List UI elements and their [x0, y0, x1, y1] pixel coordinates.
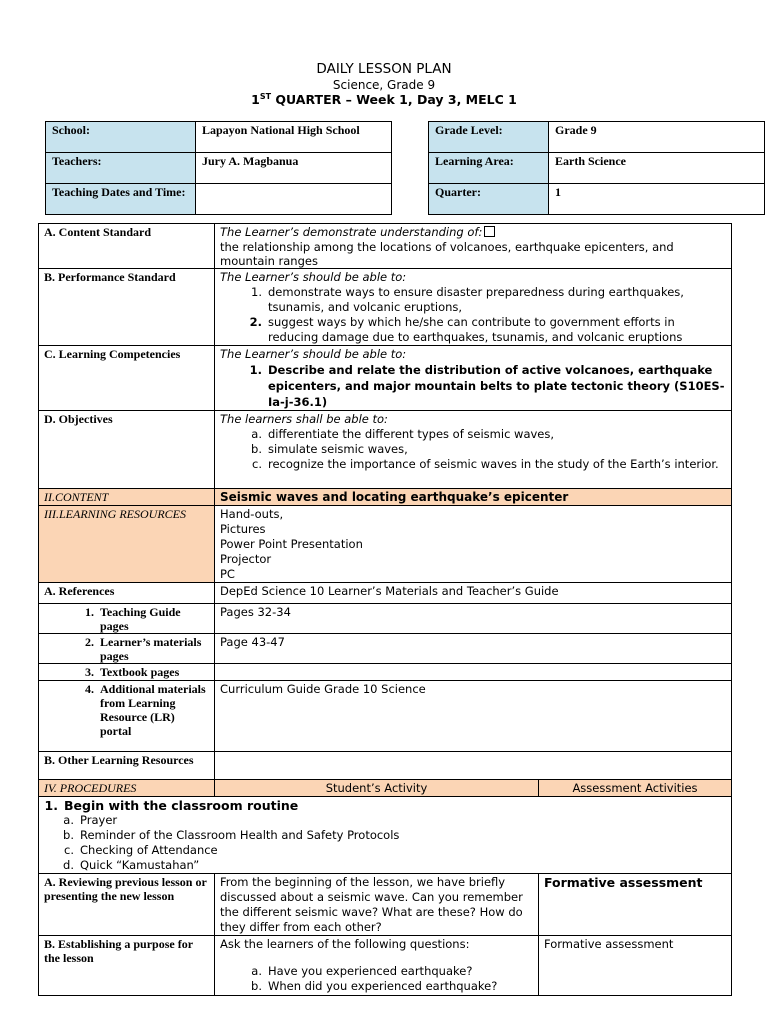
row-additional	[39, 681, 732, 752]
teaching-guide-value: Pages 32-34	[215, 604, 732, 634]
additional-label: 4. Additional materials from Learning Resource (LR) portal	[39, 681, 215, 752]
learners-materials-label: 2. Learner’s materials pages	[39, 634, 215, 664]
competencies-label: C. Learning Competencies	[39, 346, 215, 411]
document-subtitle: Science, Grade 9	[332, 78, 436, 92]
list-item: c. recognize the importance of seismic waves in the study of the Earth’s interior.	[252, 457, 719, 471]
row-procedures	[39, 780, 732, 797]
checkbox-icon	[484, 226, 495, 237]
grade-label: Grade Level:	[429, 122, 549, 153]
area-label: Learning Area:	[429, 153, 549, 184]
row-purpose	[39, 936, 732, 996]
row-objectives	[39, 411, 732, 489]
list-item: Projector	[220, 552, 272, 566]
row-references	[39, 583, 732, 604]
list-item: d. Quick “Kamustahan”	[63, 858, 200, 872]
procedures-col-assessment: Assessment Activities	[539, 780, 732, 797]
content-standard-text: the relationship among the locations of volcanoes, earthquake epicenters, and mountain ranges	[220, 240, 674, 268]
purpose-intro: Ask the learners of the following questions:	[220, 937, 470, 951]
list-item: 1. Describe and relate the distribution of active volcanoes, earthquake epicenters, and major mountain belts to plate tectonic theory (S10ES-Ia-j-36.1)	[249, 363, 725, 409]
resources-value	[215, 506, 732, 583]
content-standard-label: A. Content Standard	[39, 224, 215, 269]
quarter-line: 1ST QUARTER – Week 1, Day 3, MELC 1	[251, 92, 517, 108]
teachers-value: Jury A. Magbanua	[196, 153, 392, 184]
dates-value	[196, 184, 392, 215]
row-content-standard	[39, 224, 732, 269]
teaching-guide-label: 1. Teaching Guide pages	[39, 604, 215, 634]
competencies-intro: The Learner’s should be able to:	[220, 347, 407, 361]
list-item: 1. demonstrate ways to ensure disaster preparedness during earthquakes, tsunamis, and volcanic eruptions,	[251, 285, 684, 314]
purpose-label: B. Establishing a purpose for the lesson	[39, 936, 215, 996]
list-item: b. simulate seismic waves,	[251, 442, 408, 456]
info-table-left	[45, 121, 392, 215]
content-label: II.CONTENT	[39, 489, 215, 506]
row-other-resources	[39, 752, 732, 780]
list-item: Hand-outs,	[220, 507, 284, 521]
row-teaching-guide	[39, 604, 732, 634]
routine-title: 1. Begin with the classroom routine	[44, 798, 299, 813]
performance-standard-label: B. Performance Standard	[39, 269, 215, 346]
info-table-right	[428, 121, 765, 215]
content-standard-intro: The Learner’s demonstrate understanding of:	[220, 225, 726, 240]
list-item: 2. suggest ways by which he/she can contribute to government efforts in reducing damage due to earthquakes, tsunamis, and volcanic eruptions	[249, 315, 683, 344]
resources-label: III.LEARNING RESOURCES	[39, 506, 215, 583]
area-value: Earth Science	[549, 153, 765, 184]
list-item: Pictures	[220, 522, 266, 536]
row-performance-standard	[39, 269, 732, 346]
purpose-assessment: Formative assessment	[539, 936, 732, 996]
objectives-value	[215, 411, 732, 489]
school-value: Lapayon National High School	[196, 122, 392, 153]
reviewing-label: A. Reviewing previous lesson or presenting the new lesson	[39, 874, 215, 936]
grade-value: Grade 9	[549, 122, 765, 153]
row-learners-materials	[39, 634, 732, 664]
quarter-label: Quarter:	[429, 184, 549, 215]
content-standard-value	[215, 224, 732, 269]
row-resources	[39, 506, 732, 583]
lesson-plan-table	[38, 223, 732, 996]
list-item: c. Checking of Attendance	[64, 843, 218, 857]
learners-materials-value: Page 43-47	[215, 634, 732, 664]
content-value: Seismic waves and locating earthquake’s epicenter	[215, 489, 732, 506]
list-item: b. Reminder of the Classroom Health and Safety Protocols	[63, 828, 400, 842]
list-item: a. Prayer	[63, 813, 118, 827]
performance-standard-intro: The Learner’s should be able to:	[220, 270, 407, 284]
reviewing-activity: From the beginning of the lesson, we have briefly discussed about a seismic wave. Can you remember the different seismic wave? What are these? How do they differ from each other?	[215, 874, 539, 936]
teachers-label: Teachers:	[46, 153, 196, 184]
list-item: PC	[220, 567, 235, 581]
other-resources-label: B. Other Learning Resources	[39, 752, 215, 780]
list-item: a. differentiate the different types of seismic waves,	[251, 427, 555, 441]
objectives-label: D. Objectives	[39, 411, 215, 489]
school-label: School:	[46, 122, 196, 153]
additional-value: Curriculum Guide Grade 10 Science	[215, 681, 732, 752]
references-value: DepEd Science 10 Learner’s Materials and Teacher’s Guide	[215, 583, 732, 604]
other-resources-value	[215, 752, 732, 780]
purpose-activity	[215, 936, 539, 996]
quarter-value: 1	[549, 184, 765, 215]
references-label: A. References	[39, 583, 215, 604]
row-competencies	[39, 346, 732, 411]
routine-cell	[39, 797, 732, 874]
objectives-intro: The learners shall be able to:	[220, 412, 388, 426]
dates-label: Teaching Dates and Time:	[46, 184, 196, 215]
competencies-value	[215, 346, 732, 411]
row-reviewing	[39, 874, 732, 936]
list-item: Power Point Presentation	[220, 537, 363, 551]
textbook-label: 3. Textbook pages	[39, 664, 215, 681]
row-routine	[39, 797, 732, 874]
row-content	[39, 489, 732, 506]
row-textbook	[39, 664, 732, 681]
document-title: DAILY LESSON PLAN	[316, 61, 452, 77]
reviewing-assessment: Formative assessment	[539, 874, 732, 936]
performance-standard-value	[215, 269, 732, 346]
list-item: a. Have you experienced earthquake?	[251, 964, 473, 978]
procedures-label: IV. PROCEDURES	[39, 780, 215, 797]
textbook-value	[215, 664, 732, 681]
list-item: b. When did you experienced earthquake?	[251, 979, 498, 993]
procedures-col-activity: Student’s Activity	[215, 780, 539, 797]
